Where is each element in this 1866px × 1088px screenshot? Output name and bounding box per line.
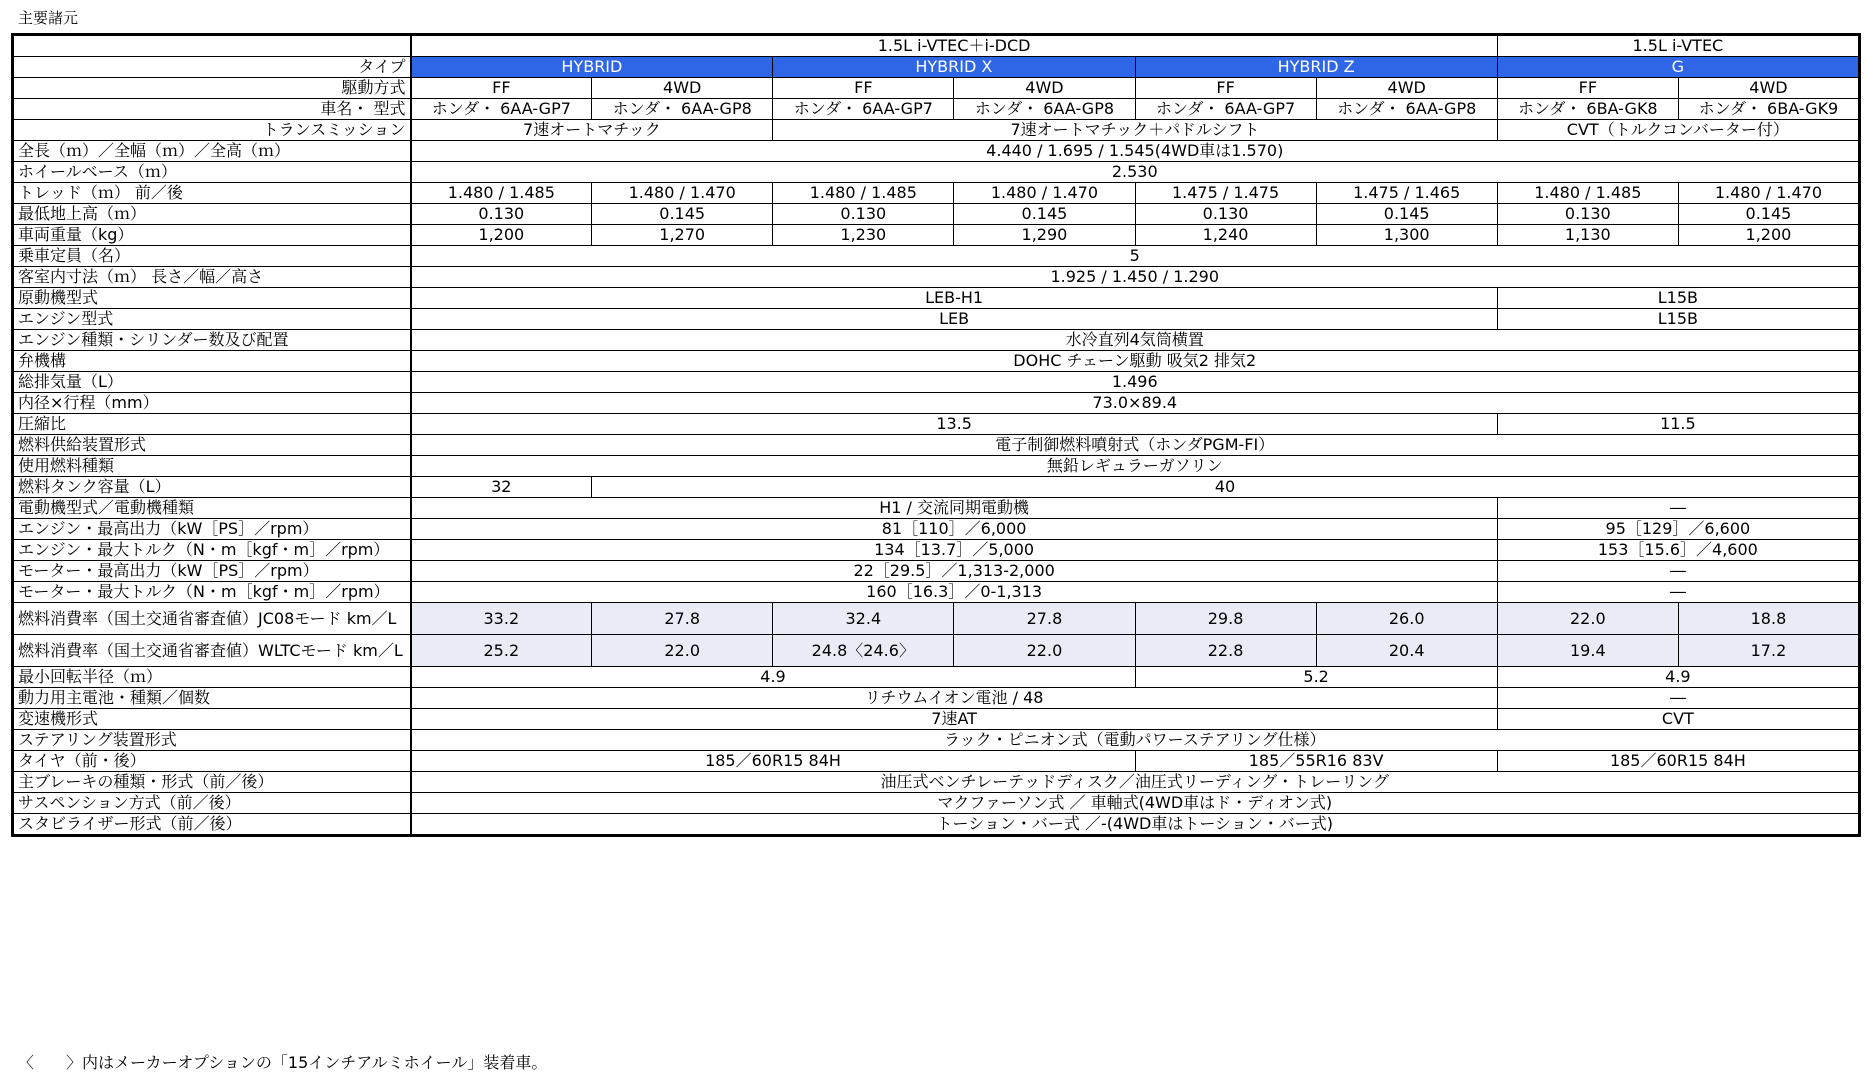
- spec-value: 1,300: [1316, 225, 1497, 246]
- spec-row-clearance: [13, 204, 1860, 225]
- spec-value: 81［110］／6,000: [411, 519, 1498, 540]
- spec-value: 0.130: [1497, 204, 1678, 225]
- spec-value: 24.8〈24.6〉: [773, 635, 954, 667]
- spec-row-battery: [13, 688, 1860, 709]
- spec-value: 1,270: [592, 225, 773, 246]
- type-header: G: [1497, 57, 1859, 78]
- spec-table: [11, 33, 1861, 837]
- spec-value: 13.5: [411, 414, 1498, 435]
- spec-value: 無鉛レギュラーガソリン: [411, 456, 1860, 477]
- spec-value: 1,240: [1135, 225, 1316, 246]
- row-label: 使用燃料種類: [13, 456, 411, 477]
- spec-value: 18.8: [1678, 603, 1859, 635]
- row-label: エンジン型式: [13, 309, 411, 330]
- spec-value: 22［29.5］／1,313-2,000: [411, 561, 1498, 582]
- drive-cell: FF: [773, 78, 954, 99]
- drive-cell: 4WD: [1316, 78, 1497, 99]
- spec-value: 29.8: [1135, 603, 1316, 635]
- spec-row-tread: [13, 183, 1860, 204]
- model-cell: ホンダ・ 6BA-GK8: [1497, 99, 1678, 120]
- spec-row-cabin: [13, 267, 1860, 288]
- spec-value: 4.440 / 1.695 / 1.545(4WD車は1.570): [411, 141, 1860, 162]
- spec-value: 7速AT: [411, 709, 1498, 730]
- model-cell: ホンダ・ 6AA-GP7: [411, 99, 592, 120]
- row-label: 電動機型式／電動機種類: [13, 498, 411, 519]
- engine-group-row: [13, 35, 1860, 57]
- spec-row-fuel-type: [13, 456, 1860, 477]
- spec-value: 19.4: [1497, 635, 1678, 667]
- corner-cell: [13, 35, 411, 57]
- spec-value: 0.130: [411, 204, 592, 225]
- transmission-row: [13, 120, 1860, 141]
- spec-row-steering: [13, 730, 1860, 751]
- model-row: [13, 99, 1860, 120]
- spec-value: 1.475 / 1.475: [1135, 183, 1316, 204]
- spec-value: 1.925 / 1.450 / 1.290: [411, 267, 1860, 288]
- row-label: 車両重量（kg）: [13, 225, 411, 246]
- spec-value: DOHC チェーン駆動 吸気2 排気2: [411, 351, 1860, 372]
- spec-value: 1.480 / 1.485: [773, 183, 954, 204]
- spec-value: 1.480 / 1.485: [1497, 183, 1678, 204]
- row-label: 変速機形式: [13, 709, 411, 730]
- spec-value: 134［13.7］／5,000: [411, 540, 1498, 561]
- drive-cell: 4WD: [592, 78, 773, 99]
- spec-value: 185／60R15 84H: [411, 751, 1136, 772]
- spec-value: 0.130: [1135, 204, 1316, 225]
- row-label: モーター・最大トルク（N・m［kgf・m］／rpm）: [13, 582, 411, 603]
- row-label: 最小回転半径（ｍ）: [13, 667, 411, 688]
- row-label: 全長（ｍ）／全幅（ｍ）／全高（ｍ）: [13, 141, 411, 162]
- row-label: 燃料消費率（国土交通省審査値）JC08モード km／L: [13, 603, 411, 635]
- spec-value: 33.2: [411, 603, 592, 635]
- model-cell: ホンダ・ 6AA-GP8: [1316, 99, 1497, 120]
- drive-cell: FF: [1497, 78, 1678, 99]
- row-label: ホイールベース（ｍ）: [13, 162, 411, 183]
- spec-value: 5: [411, 246, 1860, 267]
- footnote: 〈 〉内はメーカーオプションの「15インチアルミホイール」装着車。: [18, 1053, 548, 1072]
- row-label: サスペンション方式（前／後）: [13, 793, 411, 814]
- spec-value: 1.480 / 1.470: [1678, 183, 1859, 204]
- spec-value: 0.145: [954, 204, 1135, 225]
- row-label: 最低地上高（ｍ）: [13, 204, 411, 225]
- spec-value: 0.145: [1678, 204, 1859, 225]
- spec-value: トーション・バー式 ／-(4WD車はトーション・バー式): [411, 814, 1860, 836]
- spec-value: 22.0: [592, 635, 773, 667]
- spec-value: 電子制御燃料噴射式（ホンダPGM-FI）: [411, 435, 1860, 456]
- engine-group-header: 1.5L i-VTEC: [1497, 35, 1859, 57]
- row-label: ステアリング装置形式: [13, 730, 411, 751]
- spec-row-engine-torque: [13, 540, 1860, 561]
- spec-row-valve: [13, 351, 1860, 372]
- spec-value: 95［129］／6,600: [1497, 519, 1859, 540]
- spec-value: ―: [1497, 582, 1859, 603]
- spec-value: 1,200: [1678, 225, 1859, 246]
- type-header: HYBRID X: [773, 57, 1135, 78]
- drive-cell: 4WD: [954, 78, 1135, 99]
- spec-row-tire: [13, 751, 1860, 772]
- row-label: 弁機構: [13, 351, 411, 372]
- spec-value: マクファーソン式 ／ 車軸式(4WD車はド・ディオン式): [411, 793, 1860, 814]
- spec-value: 1.475 / 1.465: [1316, 183, 1497, 204]
- row-label: エンジン種類・シリンダー数及び配置: [13, 330, 411, 351]
- spec-value: 22.0: [954, 635, 1135, 667]
- spec-row-weight: [13, 225, 1860, 246]
- spec-value: 0.130: [773, 204, 954, 225]
- spec-value: 1,130: [1497, 225, 1678, 246]
- row-label: エンジン・最大トルク（N・m［kgf・m］／rpm）: [13, 540, 411, 561]
- row-label: トランスミッション: [13, 120, 411, 141]
- spec-value: 160［16.3］／0-1,313: [411, 582, 1498, 603]
- drive-cell: 4WD: [1678, 78, 1859, 99]
- spec-row-prime-mover: [13, 288, 1860, 309]
- spec-row-stabilizer: [13, 814, 1860, 836]
- spec-value: 11.5: [1497, 414, 1859, 435]
- spec-value: L15B: [1497, 288, 1859, 309]
- row-label: 主ブレーキの種類・形式（前／後）: [13, 772, 411, 793]
- row-label: タイヤ（前・後）: [13, 751, 411, 772]
- spec-row-motor-power: [13, 561, 1860, 582]
- spec-value: 油圧式ベンチレーテッドディスク／油圧式リーディング・トレーリング: [411, 772, 1860, 793]
- spec-row-wheelbase: [13, 162, 1860, 183]
- spec-row-suspension: [13, 793, 1860, 814]
- spec-value: ―: [1497, 688, 1859, 709]
- row-label: エンジン・最高出力（kW［PS］／rpm）: [13, 519, 411, 540]
- spec-value: 73.0×89.4: [411, 393, 1860, 414]
- spec-row-jc08: [13, 603, 1860, 635]
- row-label: 車名・ 型式: [13, 99, 411, 120]
- row-label: タイプ: [13, 57, 411, 78]
- transmission-cell: CVT（トルクコンバーター付）: [1497, 120, 1859, 141]
- spec-value: 27.8: [954, 603, 1135, 635]
- spec-value: 20.4: [1316, 635, 1497, 667]
- spec-value: 40: [592, 477, 1860, 498]
- model-cell: ホンダ・ 6AA-GP8: [592, 99, 773, 120]
- engine-group-header: 1.5L i-VTEC＋i-DCD: [411, 35, 1498, 57]
- drive-cell: FF: [1135, 78, 1316, 99]
- row-label: 内径×行程（mm）: [13, 393, 411, 414]
- spec-value: 32.4: [773, 603, 954, 635]
- spec-value: ―: [1497, 561, 1859, 582]
- row-label: スタビライザー形式（前／後）: [13, 814, 411, 836]
- spec-row-tank: [13, 477, 1860, 498]
- spec-row-motor-type: [13, 498, 1860, 519]
- spec-value: 26.0: [1316, 603, 1497, 635]
- spec-value: 1.480 / 1.470: [954, 183, 1135, 204]
- row-label: トレッド（ｍ） 前／後: [13, 183, 411, 204]
- type-row: [13, 57, 1860, 78]
- spec-row-turning: [13, 667, 1860, 688]
- spec-row-brake: [13, 772, 1860, 793]
- spec-value: 水冷直列4気筒横置: [411, 330, 1860, 351]
- transmission-cell: 7速オートマチック＋パドルシフト: [773, 120, 1498, 141]
- model-cell: ホンダ・ 6AA-GP8: [954, 99, 1135, 120]
- row-label: 燃料タンク容量（L）: [13, 477, 411, 498]
- transmission-cell: 7速オートマチック: [411, 120, 773, 141]
- spec-value: H1 / 交流同期電動機: [411, 498, 1498, 519]
- spec-value: 17.2: [1678, 635, 1859, 667]
- spec-row-gearbox: [13, 709, 1860, 730]
- spec-value: 1.496: [411, 372, 1860, 393]
- type-header: HYBRID Z: [1135, 57, 1497, 78]
- spec-value: 5.2: [1135, 667, 1497, 688]
- spec-value: 22.0: [1497, 603, 1678, 635]
- spec-value: 1,290: [954, 225, 1135, 246]
- spec-row-dims: [13, 141, 1860, 162]
- spec-value: リチウムイオン電池 / 48: [411, 688, 1498, 709]
- row-label: 総排気量（L）: [13, 372, 411, 393]
- drive-row: [13, 78, 1860, 99]
- type-header: HYBRID: [411, 57, 773, 78]
- document-title: 主要諸元: [18, 9, 79, 27]
- drive-cell: FF: [411, 78, 592, 99]
- spec-value: CVT: [1497, 709, 1859, 730]
- spec-value: 25.2: [411, 635, 592, 667]
- spec-value: 1.480 / 1.470: [592, 183, 773, 204]
- spec-row-bore: [13, 393, 1860, 414]
- row-label: モーター・最高出力（kW［PS］／rpm）: [13, 561, 411, 582]
- spec-value: 27.8: [592, 603, 773, 635]
- spec-value: LEB-H1: [411, 288, 1498, 309]
- spec-value: 22.8: [1135, 635, 1316, 667]
- row-label: 乗車定員（名）: [13, 246, 411, 267]
- spec-row-compression: [13, 414, 1860, 435]
- spec-row-engine-power: [13, 519, 1860, 540]
- model-cell: ホンダ・ 6AA-GP7: [773, 99, 954, 120]
- row-label: 燃料消費率（国土交通省審査値）WLTCモード km／L: [13, 635, 411, 667]
- spec-row-engine-model: [13, 309, 1860, 330]
- spec-value: 185／60R15 84H: [1497, 751, 1859, 772]
- model-cell: ホンダ・ 6AA-GP7: [1135, 99, 1316, 120]
- spec-value: 4.9: [1497, 667, 1859, 688]
- spec-row-engine-type: [13, 330, 1860, 351]
- spec-row-capacity: [13, 246, 1860, 267]
- spec-value: 0.145: [1316, 204, 1497, 225]
- row-label: 駆動方式: [13, 78, 411, 99]
- spec-value: 4.9: [411, 667, 1136, 688]
- spec-value: 1,200: [411, 225, 592, 246]
- spec-value: 0.145: [592, 204, 773, 225]
- spec-value: 32: [411, 477, 592, 498]
- spec-value: L15B: [1497, 309, 1859, 330]
- spec-value: 2.530: [411, 162, 1860, 183]
- spec-value: ラック・ピニオン式（電動パワーステアリング仕様）: [411, 730, 1860, 751]
- spec-row-fuel-system: [13, 435, 1860, 456]
- spec-value: 153［15.6］／4,600: [1497, 540, 1859, 561]
- spec-value: 1,230: [773, 225, 954, 246]
- spec-row-wltc: [13, 635, 1860, 667]
- row-label: 客室内寸法（ｍ） 長さ／幅／高さ: [13, 267, 411, 288]
- row-label: 圧縮比: [13, 414, 411, 435]
- row-label: 燃料供給装置形式: [13, 435, 411, 456]
- spec-value: LEB: [411, 309, 1498, 330]
- model-cell: ホンダ・ 6BA-GK9: [1678, 99, 1859, 120]
- spec-row-displacement: [13, 372, 1860, 393]
- spec-value: 1.480 / 1.485: [411, 183, 592, 204]
- spec-row-motor-torque: [13, 582, 1860, 603]
- spec-value: ―: [1497, 498, 1859, 519]
- row-label: 原動機型式: [13, 288, 411, 309]
- row-label: 動力用主電池・種類／個数: [13, 688, 411, 709]
- spec-value: 185／55R16 83V: [1135, 751, 1497, 772]
